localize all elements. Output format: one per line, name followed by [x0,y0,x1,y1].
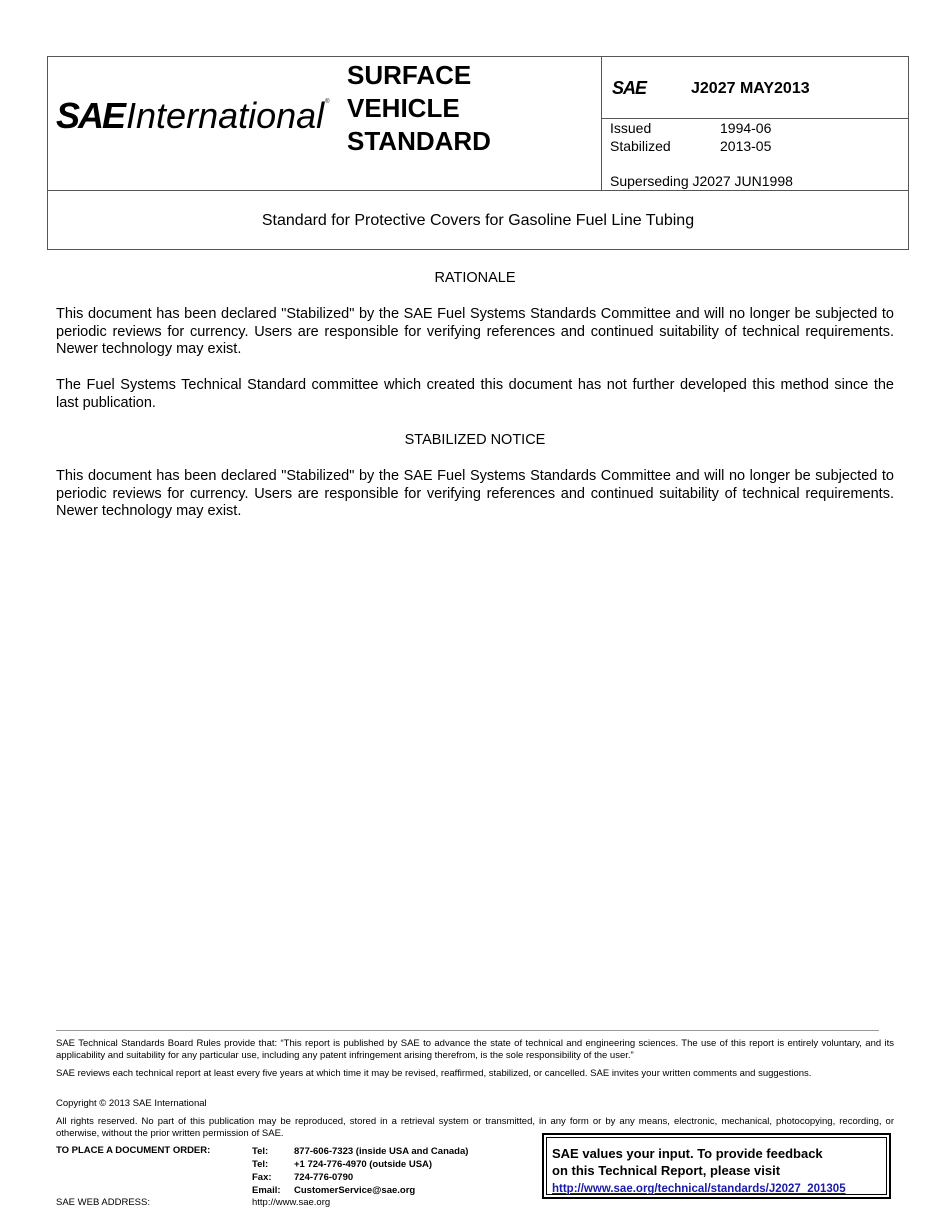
review-text: SAE reviews each technical report at least every five years at which time it may be revised, reaffirmed, stabilized, or cancelled. SAE invites your written comments and suggestions. [56,1068,812,1079]
feedback-box [542,1133,891,1199]
standard-type-line: SURFACE [347,60,472,90]
rationale-heading: RATIONALE [434,270,516,286]
web-address-label: SAE WEB ADDRESS: [56,1197,150,1208]
copyright-text: Copyright © 2013 SAE International [56,1098,207,1109]
contact-row [252,1184,468,1197]
contact-value: 877-606-7323 (inside USA and Canada) [294,1146,469,1157]
contact-row [252,1158,468,1171]
contact-value: +1 724-776-4970 (outside USA) [294,1159,433,1170]
footer-divider [56,1030,879,1031]
feedback-box-inner [546,1137,887,1195]
contact-row [252,1171,468,1184]
contact-label: Fax: [252,1172,272,1183]
web-address-value: http://www.sae.org [252,1197,331,1208]
standard-type-line: STANDARD [347,126,491,156]
issued-row [610,120,771,137]
superseding-text: Superseding J2027 JUN1998 [610,173,793,189]
logo-international-text: International [126,95,325,136]
feedback-link[interactable]: http://www.sae.org/technical/standards/J2027_201305 [552,1183,846,1195]
contact-label: Tel: [252,1146,269,1157]
sae-small-logo: SAE [612,78,647,98]
document-number: J2027 MAY2013 [691,80,810,97]
stabilized-row [610,138,771,155]
contact-row [252,1145,468,1158]
issued-value: 1994-06 [720,120,772,136]
rationale-paragraph-2: The Fuel Systems Technical Standard committee which created this document has not further developed this method since the last publication. [56,377,894,411]
header-divider-docnumber [601,118,909,119]
contact-value: CustomerService@sae.org [294,1185,416,1196]
rights-text: All rights reserved. No part of this publication may be reproduced, stored in a retrieval system or transmitted, in any form or by any means, electronic, mechanical, photocopying, recording, or otherwise, without the prior written permission of SAE. [56,1116,894,1139]
order-label: TO PLACE A DOCUMENT ORDER: [56,1145,211,1156]
contact-value: 724-776-0790 [294,1172,354,1183]
document-header [47,56,909,250]
rationale-paragraph-1: This document has been declared "Stabilized" by the SAE Fuel Systems Standards Committee and will no longer be subjected to periodic reviews for currency. Users are responsible for verifying references and continued suitability of technical requirements. Newer technology may exist. [56,306,894,357]
feedback-line-2: on this Technical Report, please visit [552,1163,781,1178]
stabilized-value: 2013-05 [720,138,772,154]
contact-label: Email: [252,1185,281,1196]
contact-label: Tel: [252,1159,269,1170]
header-divider-horizontal [48,190,908,191]
logo-sae-text: SAE [56,95,125,136]
stabilized-notice-heading: STABILIZED NOTICE [404,432,546,448]
logo-trademark: ® [325,99,330,105]
board-rules-text: SAE Technical Standards Board Rules provide that: “This report is published by SAE to advance the state of technical and engineering sciences. The use of this report is entirely voluntary, and its applicability and suitability for any particular use, including any patent infringement arising therefrom, is the sole responsibility of the user.” [56,1038,894,1061]
document-title: Standard for Protective Covers for Gasoline Fuel Line Tubing [261,212,695,229]
stabilized-paragraph: This document has been declared "Stabilized" by the SAE Fuel Systems Standards Committee and will no longer be subjected to periodic reviews for currency. Users are responsible for verifying references and continued suitability of technical requirements. Newer technology may exist. [56,468,894,519]
standard-type-line: VEHICLE [347,93,460,123]
standard-type [347,59,597,158]
order-contacts [252,1145,468,1197]
header-divider-vertical [601,57,602,190]
issued-label: Issued [610,120,652,136]
stabilized-label: Stabilized [610,138,671,154]
sae-international-logo [56,97,330,135]
feedback-line-1: SAE values your input. To provide feedback [552,1146,823,1161]
